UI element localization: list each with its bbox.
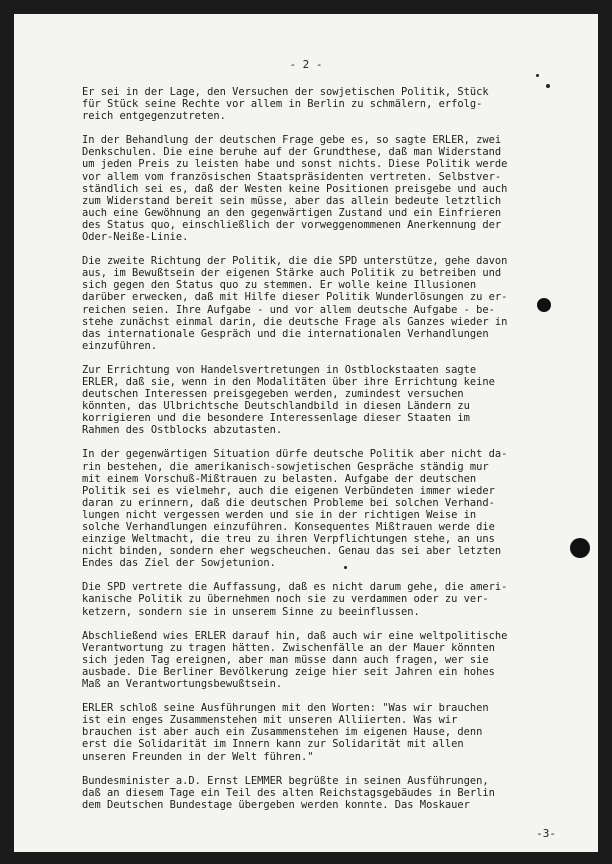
text-line: Er sei in der Lage, den Versuchen der sowjetischen Politik, Stück	[82, 86, 489, 98]
text-line: auch eine Gewöhnung an den gegenwärtigen Zustand und ein Einfrieren	[82, 206, 502, 219]
paragraph	[82, 134, 588, 243]
text-line: vor allem vom französischen Staatspräsidenten vertreten. Selbstver-	[82, 170, 502, 183]
text-line: dem Deutschen Bundestage übergeben werden konnte. Das Moskauer	[82, 798, 470, 811]
paragraph	[82, 630, 588, 690]
text-line: reichen seien. Ihre Aufgabe - und vor allem deutsche Aufgabe - be-	[82, 303, 495, 316]
paragraph	[82, 581, 588, 617]
text-line: rin bestehen, die amerikanisch-sowjetischen Gespräche ständig mur	[82, 460, 489, 473]
text-line: des Status quo, einschließlich der vorweggenommenen Anerkennung der	[82, 218, 502, 231]
text-line: sich jeden Tag ereignen, aber man müsse dann auch fragen, wer sie	[82, 653, 489, 666]
text-line: zum Widerstand bereit sein müsse, aber das allein bedeute letztlich	[82, 194, 502, 207]
text-line: brauchen ist aber auch ein Zusammenstehen im eigenen Hause, denn	[82, 726, 483, 739]
text-line: deutschen Interessen preisgegeben werden, zumindest versuchen	[82, 388, 464, 401]
scan-speck	[344, 566, 347, 569]
scan-speck	[546, 84, 550, 88]
text-line: Abschließend wies ERLER darauf hin, daß auch wir eine weltpolitische	[82, 629, 508, 642]
text-line: Die SPD vertrete die Auffassung, daß es nicht darum gehe, die ameri-	[82, 581, 508, 594]
text-line: das internationale Gespräch und die internationalen Verhandlungen	[82, 327, 489, 340]
text-line: kanische Politik zu übernehmen noch sie zu verdammen oder zu ver-	[82, 593, 489, 606]
text-line: In der Behandlung der deutschen Frage gebe es, so sagte ERLER, zwei	[82, 134, 502, 147]
text-line: erst die Solidarität im Innern kann zur Solidarität mit allen	[82, 738, 464, 751]
paragraph	[82, 364, 588, 437]
text-line: unseren Freunden in der Welt führen."	[82, 750, 314, 763]
text-line: korrigieren und die besondere Interessenlage dieser Staaten im	[82, 412, 470, 425]
text-line: stehe zunächst einmal darin, die deutsche Frage als Ganzes wieder in	[82, 315, 508, 328]
paragraph	[82, 86, 588, 122]
text-line: für Stück seine Rechte vor allem in Berlin zu schmälern, erfolg-	[82, 98, 483, 111]
text-line: ERLER, daß sie, wenn in den Modalitäten über ihre Errichtung keine	[82, 375, 495, 388]
text-line: ketzern, sondern sie in unserem Sinne zu beeinflussen.	[82, 605, 420, 618]
paragraph	[82, 775, 588, 811]
text-line: Denkschulen. Die eine beruhe auf der Grundthese, daß man Widerstand	[82, 146, 502, 159]
text-line: darüber erwecken, daß mit Hilfe dieser Politik Wunderlösungen zu er-	[82, 291, 508, 304]
text-line: um jeden Preis zu leisten habe und sonst nichts. Diese Politik werde	[82, 158, 508, 171]
text-line: solche Verhandlungen einzuführen. Konsequentes Mißtrauen werde die	[82, 521, 495, 533]
paragraph	[82, 702, 588, 762]
punch-hole-top	[537, 298, 551, 312]
text-line: ERLER schloß seine Ausführungen mit den Worten: "Was wir brauchen	[82, 702, 489, 715]
next-page-number: -3-	[536, 827, 556, 840]
text-line: mit einem Vorschuß-Mißtrauen zu belasten. Aufgabe der deutschen	[82, 472, 477, 485]
text-line: nicht binden, sondern eher wegscheuchen. Genau das sei aber letzten	[82, 545, 502, 558]
text-line: Endes das Ziel der Sowjetunion.	[82, 557, 276, 570]
text-line: einzige Weltmacht, die treu zu ihren Verpflichtungen stehe, an uns	[82, 533, 495, 546]
text-line: ständlich sei es, daß der Westen keine Positionen preisgebe und auch	[82, 182, 508, 195]
text-line: ausbade. Die Berliner Bevölkerung zeige hier seit Jahren ein hohes	[82, 665, 495, 678]
text-line: lungen nicht vergessen werden und sie in der richtigen Weise in	[82, 508, 477, 521]
scan-speck	[536, 74, 539, 77]
document-body	[82, 86, 588, 823]
page-number: - 2 -	[289, 58, 323, 71]
text-line: daß an diesem Tage ein Teil des alten Reichstagsgebäudes in Berlin	[82, 786, 495, 799]
text-line: reich entgegenzutreten.	[82, 110, 226, 123]
punch-hole-bottom	[570, 538, 590, 558]
text-line: In der gegenwärtigen Situation dürfe deutsche Politik aber nicht da-	[82, 448, 508, 461]
text-line: könnten, das Ulbrichtsche Deutschlandbild in diesen Ländern zu	[82, 400, 470, 413]
text-line: einzuführen.	[82, 339, 158, 352]
document-page	[14, 14, 598, 852]
text-line: Verantwortung zu tragen hätten. Zwischenfälle an der Mauer könnten	[82, 641, 495, 654]
text-line: Oder-Neiße-Linie.	[82, 231, 189, 244]
text-line: ist ein enges Zusammenstehen mit unseren Alliierten. Was wir	[82, 714, 458, 727]
paragraph	[82, 255, 588, 352]
text-line: aus, im Bewußtsein der eigenen Stärke auch Politik zu betreiben und	[82, 267, 502, 280]
text-line: Maß an Verantwortungsbewußtsein.	[82, 678, 283, 691]
text-line: Bundesminister a.D. Ernst LEMMER begrüßte in seinen Ausführungen,	[82, 774, 489, 787]
text-line: Politik sei es vielmehr, auch die eigenen Verbündeten immer wieder	[82, 484, 495, 497]
text-line: Rahmen des Ostblocks abzutasten.	[82, 424, 283, 437]
paragraph	[82, 448, 588, 569]
text-line: sich gegen den Status quo zu stemmen. Er wolle keine Illusionen	[82, 279, 477, 292]
text-line: Die zweite Richtung der Politik, die die SPD unterstütze, gehe davon	[82, 255, 508, 268]
text-line: daran zu erinnern, daß die deutschen Probleme bei solchen Verhand-	[82, 496, 495, 509]
text-line: Zur Errichtung von Handelsvertretungen in Ostblockstaaten sagte	[82, 363, 477, 376]
